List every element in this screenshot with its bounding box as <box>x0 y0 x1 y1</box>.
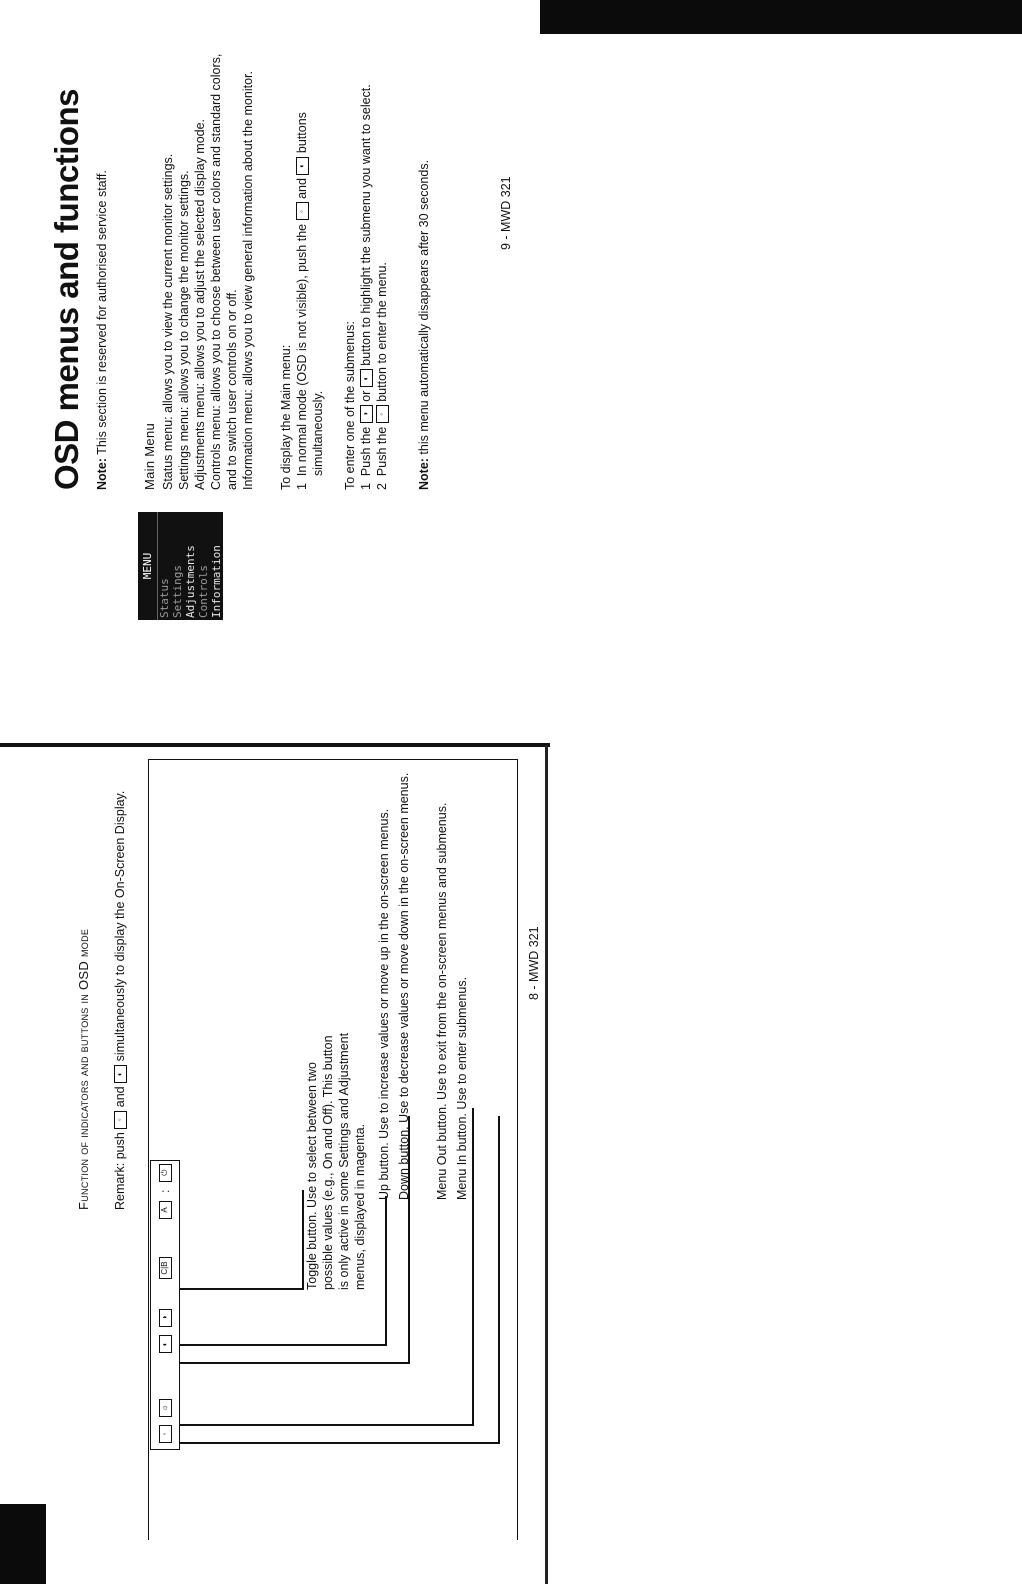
step-text: Push the <box>375 426 389 477</box>
contrast-key-icon: ◐ <box>296 157 309 175</box>
display-instructions <box>278 10 326 490</box>
down-key-icon: ◐ <box>360 369 373 387</box>
note-text: This section is reserved for authorised service staff. <box>95 170 109 455</box>
note-text: this menu automatically disappears after 30 seconds. <box>417 159 431 455</box>
osd-menu-item-information: Information <box>210 545 223 618</box>
page-8 <box>40 750 545 1540</box>
step-number: 1 <box>295 483 309 490</box>
step-number: 2 <box>375 483 389 490</box>
toggle-key: C|B <box>159 1257 172 1279</box>
osd-menu-item-controls: Controls <box>197 565 210 618</box>
page-footer: 8 - MWD 321 <box>527 926 541 1000</box>
callout-menu-in: Menu In button. Use to enter submenus. <box>455 976 469 1200</box>
osd-menu-header: MENU <box>138 512 158 620</box>
callout-line: Toggle button. Use to select between two <box>305 1062 319 1290</box>
remark <box>112 730 128 1210</box>
osd-menu-item-settings: Settings <box>171 565 184 618</box>
menu-line-controls: Controls menu: allows you to choose between user colors and standard colors, <box>209 53 223 490</box>
control-panel <box>150 1160 180 1450</box>
note-timeout <box>416 10 432 490</box>
up-key-icon: ◑ <box>360 405 373 423</box>
step-number: 1 <box>359 483 373 490</box>
menu-description-list <box>160 0 256 490</box>
menu-line-adjustments: Adjustments menu: allows you to adjust the selected display mode. <box>193 118 207 490</box>
main-menu-heading: Main Menu <box>142 422 157 490</box>
menu-line-controls-cont: and to switch user controls on or off. <box>225 289 239 490</box>
remark-text: Remark: push <box>113 1132 127 1210</box>
step-text: and <box>295 178 309 199</box>
osd-menu-item-status: Status <box>158 578 171 618</box>
menu-line-information: Information menu: allows you to view general information about the monitor. <box>241 71 255 490</box>
step-text: or <box>359 390 373 402</box>
callout-line: possible values (e.g., On and Off). This button <box>321 1035 335 1290</box>
up-key-icon: ◑ <box>159 1309 172 1327</box>
page-footer: 9 - MWD 321 <box>499 176 513 250</box>
down-key-icon: ◐ <box>159 1335 172 1353</box>
step-text: In normal mode (OSD is not visible), push the <box>295 223 309 477</box>
step-text-cont: simultaneously. <box>311 390 325 476</box>
menu-key-icon: ◦ <box>159 1425 172 1443</box>
page-edge <box>0 743 550 747</box>
brightness-key-icon: ☼ <box>159 1399 172 1417</box>
indicator-dots: : <box>158 1189 172 1193</box>
auto-key: A <box>159 1201 172 1219</box>
menu-key-icon: ◦ <box>114 1111 127 1129</box>
callout-line: is only active in some Settings and Adjustment <box>337 1032 351 1290</box>
submenu-instructions <box>342 10 390 490</box>
page-fold <box>545 745 548 1584</box>
remark-text: and <box>113 1086 127 1108</box>
note-service <box>94 10 110 490</box>
osd-menu-preview <box>138 512 223 620</box>
osd-menu-item-adjustments: Adjustments <box>184 545 197 618</box>
page-title: OSD menus and functions <box>48 88 85 490</box>
contrast-key-icon: ◐ <box>114 1065 127 1083</box>
power-key-icon: ⏻ <box>159 1164 172 1182</box>
page-9 <box>40 0 540 740</box>
remark-text: simultaneously to display the On-Screen Display. <box>113 790 127 1062</box>
section-heading: Function of indicators and buttons in OSD mode <box>76 928 91 1210</box>
display-intro: To display the Main menu: <box>279 344 293 490</box>
callout-line: menus, displayed in magenta. <box>353 1123 367 1290</box>
step-text: button to highlight the submenu you want to select. <box>359 84 373 366</box>
callout-up: Up button. Use to increase values or move up in the on-screen menus. <box>377 808 391 1200</box>
step-text: buttons <box>295 112 309 154</box>
callout-menu-out: Menu Out button. Use to exit from the on-screen menus and submenus. <box>435 802 449 1200</box>
callout-toggle <box>304 1010 368 1290</box>
menu-key-icon: ◦ <box>296 202 309 220</box>
menu-line-status: Status menu: allows you to view the current monitor settings. <box>161 153 175 490</box>
menu-key-icon: ◦ <box>376 405 389 423</box>
callout-down: Down button. Use to decrease values or move down in the on-screen menus. <box>397 772 411 1200</box>
enter-intro: To enter one of the submenus: <box>343 321 357 490</box>
step-text: Push the <box>359 426 373 477</box>
scan-border-top <box>540 0 1022 34</box>
menu-line-settings: Settings menu: allows you to change the monitor settings. <box>177 170 191 490</box>
note-label: Note: <box>417 458 431 490</box>
note-label: Note: <box>95 458 109 490</box>
step-text: button to enter the menu. <box>375 262 389 402</box>
